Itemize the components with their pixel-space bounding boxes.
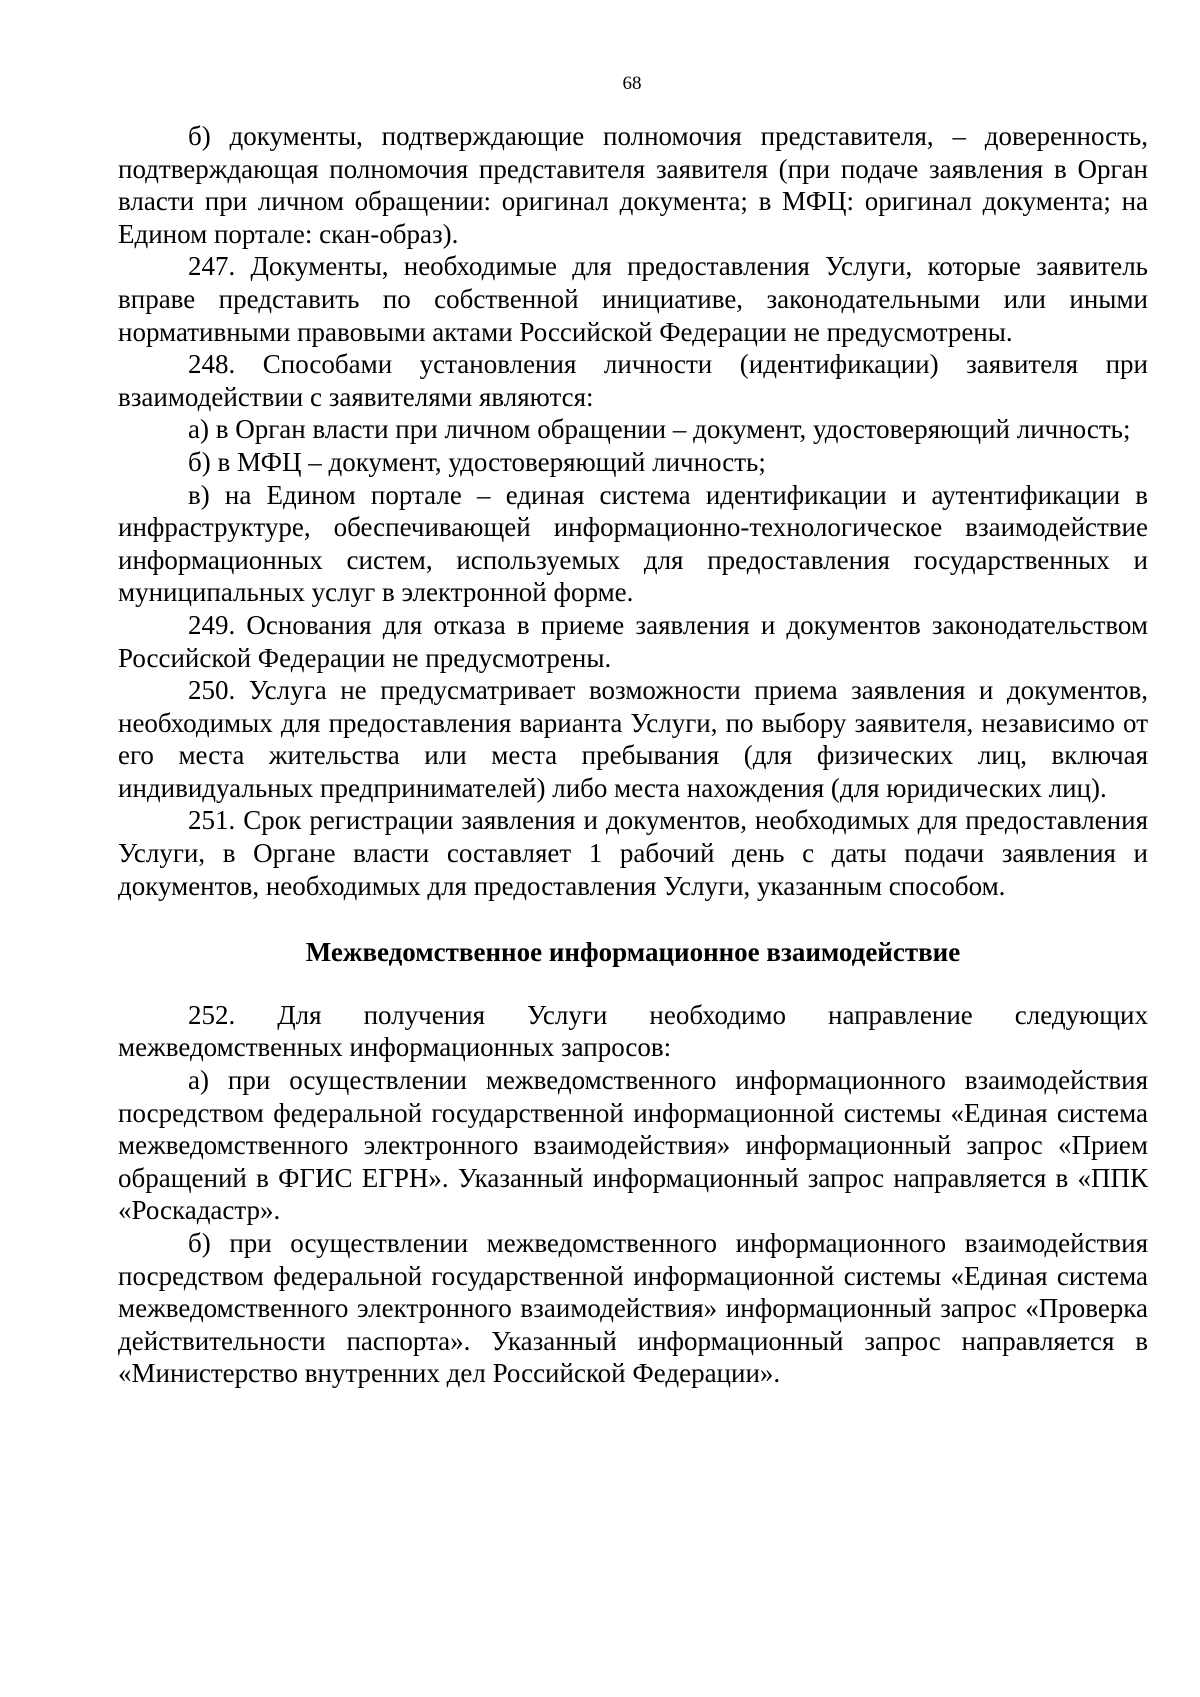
document-body	[118, 120, 1148, 1390]
paragraph-6b-representative-docs: б) документы, подтверждающие полномочия представителя, – доверенность, подтверждающая полномочия представителя заявителя (при подаче заявления в Орган власти при личном обращении: оригинал документа; в МФЦ: оригинал документа; на Едином портале: скан-образ).	[118, 121, 1148, 249]
section-heading: Межведомственное информационное взаимодействие	[305, 937, 961, 968]
paragraph-251: 251. Срок регистрации заявления и документов, необходимых для предоставления Услуги, в Органе власти составляет 1 рабочий день с даты подачи заявления и документов, необходимых для предоставления Услуги, указанным способом.	[118, 805, 1148, 901]
paragraph-247: 247. Документы, необходимые для предоставления Услуги, которые заявитель вправе представить по собственной инициативе, законодательными или иными нормативными правовыми актами Российской Федерации не предусмотрены.	[118, 251, 1148, 347]
paragraph-250: 250. Услуга не предусматривает возможности приема заявления и документов, необходимых для предоставления варианта Услуги, по выбору заявителя, независимо от его места жительства или места пребывания (для физических лиц, включая индивидуальных предпринимателей) либо места нахождения (для юридических лиц).	[118, 675, 1148, 803]
paragraph-248b: б) в МФЦ – документ, удостоверяющий личность;	[188, 446, 766, 477]
page-number: 68	[622, 73, 642, 94]
paragraph-252: 252. Для получения Услуги необходимо направление следующих межведомственных информационных запросов:	[118, 999, 1148, 1063]
paragraph-252a: а) при осуществлении межведомственного информационного взаимодействия посредством федеральной государственной информационной системы «Единая система межведомственного электронного взаимодействия» информационный запрос «Прием обращений в ФГИС ЕГРН». Указанный информационный запрос направляется в «ППК «Роскадастр».	[118, 1065, 1148, 1226]
paragraph-248: 248. Способами установления личности (идентификации) заявителя при взаимодействии с заявителями являются:	[118, 349, 1148, 412]
paragraph-252b: б) при осуществлении межведомственного информационного взаимодействия посредством федеральной государственной информационной системы «Единая система межведомственного электронного взаимодействия» информационный запрос «Проверка действительности паспорта». Указанный информационный запрос направляется в «Министерство внутренних дел Российской Федерации».	[118, 1228, 1148, 1389]
paragraph-248a: а) в Орган власти при личном обращении – документ, удостоверяющий личность;	[188, 414, 1131, 445]
paragraph-248v: в) на Едином портале – единая система идентификации и аутентификации в инфраструктуре, обеспечивающей информационно-технологическое взаимодействие информационных систем, используемых для предоставления государственных и муниципальных услуг в электронной форме.	[118, 479, 1148, 608]
paragraph-249: 249. Основания для отказа в приеме заявления и документов законодательством Российской Федерации не предусмотрены.	[118, 609, 1148, 673]
